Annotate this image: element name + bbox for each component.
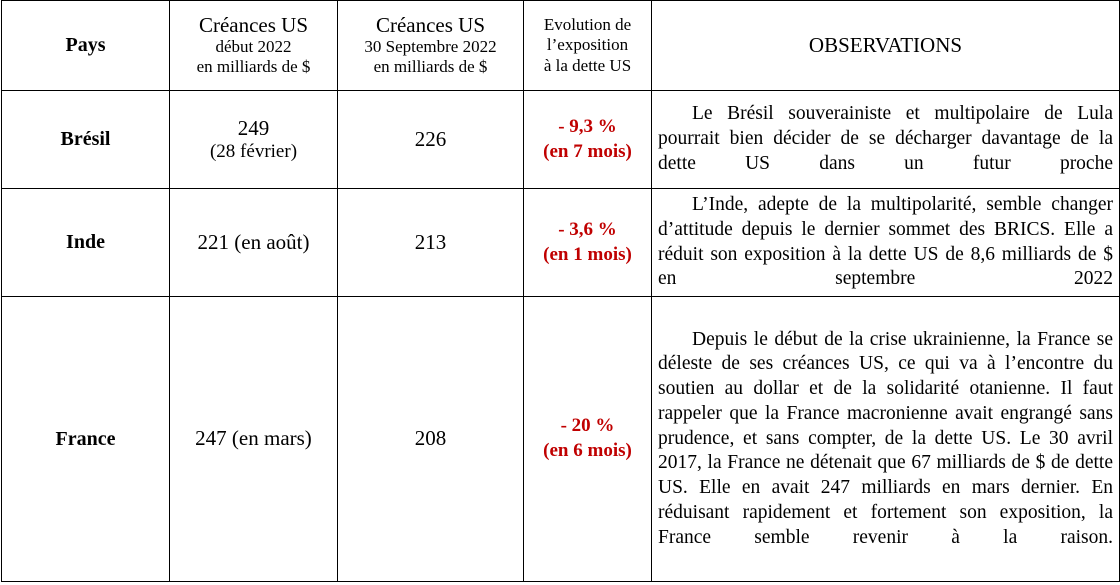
value-debut-2022: 221 (en août)	[197, 229, 310, 254]
header-label-evolution-line3: à la dette US	[543, 55, 632, 75]
table-row	[2, 297, 1120, 582]
header-label-sept-sub1: 30 Septembre 2022	[364, 37, 497, 57]
cell-evolution	[524, 189, 652, 297]
value-evolution-period: (en 6 mois)	[543, 440, 632, 461]
header-cell-observations	[652, 1, 1120, 91]
header-label-debut-sub2: en milliards de $	[196, 57, 311, 77]
cell-debut-2022	[170, 297, 338, 582]
header-label-observations: OBSERVATIONS	[808, 33, 963, 57]
cell-sept-2022: 213	[338, 189, 524, 297]
header-label-debut-sub1: début 2022	[215, 37, 292, 57]
table-row	[2, 91, 1120, 189]
header-cell-pays	[2, 1, 170, 91]
cell-observations: L’Inde, adepte de la multipolarité, semble changer d’attitude depuis le dernier sommet des BRICS. Elle a réduit son exposition à la dette US de 8,6 milliards de $ en septembre 2022	[652, 189, 1120, 297]
cell-observations: Le Brésil souverainiste et multipolaire de Lula pourrait bien décider de se décharger davantage de la dette US dans un futur proche	[652, 91, 1120, 189]
value-evolution: - 3,6 %	[558, 218, 617, 240]
value-evolution: - 9,3 %	[558, 115, 617, 137]
value-evolution: - 20 %	[560, 415, 615, 437]
header-label-sept-title: Créances US	[375, 12, 486, 37]
header-label-pays: Pays	[65, 34, 106, 56]
creances-us-table	[1, 0, 1120, 582]
cell-observations: Depuis le début de la crise ukrainienne, la France se déleste de ses créances US, ce qui va à l’encontre du soutien au dollar et de la solidarité otanienne. Il faut rappeler que la France macronienne avait engrangé sans prudence, et sans compter, de la dette US. Le 30 avril 2017, la France ne détenait que 67 milliards de $ de dette US. Elle en avait 247 milliards en mars dernier. En réduisant rapidement et fortement son exposition, la France semble revenir à la raison.	[652, 297, 1120, 582]
header-cell-evolution	[524, 1, 652, 91]
header-label-evolution-line1: Evolution de	[543, 15, 632, 35]
table-header-row	[2, 1, 1120, 91]
header-label-sept-sub2: en milliards de $	[373, 57, 488, 77]
cell-evolution	[524, 297, 652, 582]
value-evolution-period: (en 1 mois)	[543, 243, 632, 265]
cell-sept-2022: 226	[338, 91, 524, 189]
cell-debut-2022	[170, 189, 338, 297]
header-cell-septembre-2022	[338, 1, 524, 91]
table-row	[2, 189, 1120, 297]
cell-country: Inde	[2, 189, 170, 297]
header-cell-debut-2022	[170, 1, 338, 91]
header-label-debut-title: Créances US	[198, 12, 309, 37]
value-debut-2022-note: (28 février)	[209, 140, 298, 162]
header-label-evolution-line2: l’exposition	[546, 35, 629, 55]
cell-debut-2022	[170, 91, 338, 189]
value-debut-2022: 247 (en mars)	[195, 426, 312, 451]
value-evolution-period: (en 7 mois)	[543, 140, 632, 162]
cell-evolution	[524, 91, 652, 189]
cell-country: France	[2, 297, 170, 582]
value-debut-2022: 249	[237, 115, 270, 140]
cell-sept-2022: 208	[338, 297, 524, 582]
cell-country: Brésil	[2, 91, 170, 189]
